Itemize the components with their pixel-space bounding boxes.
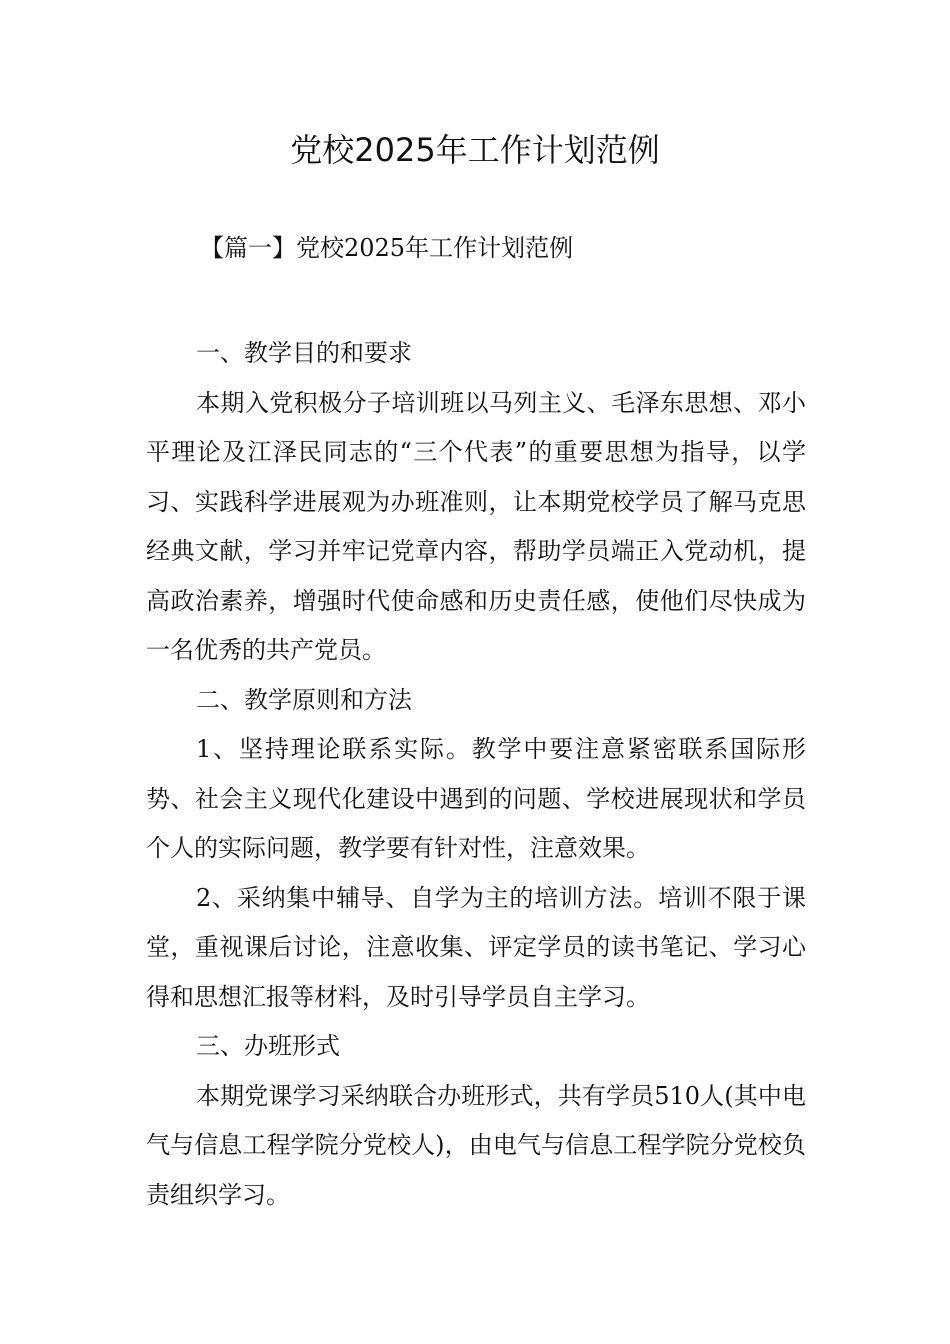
document-title: 党校2025年工作计划范例 bbox=[290, 131, 660, 169]
paragraph-teaching-purpose: 本期入党积极分子培训班以马列主义、毛泽东思想、邓小平理论及江泽民同志的“三个代表”的重要思想为指导，以学习、实践科学进展观为办班准则，让本期党校学员了解马克思经典文献，学习并牢记党章内容，帮助学员端正入党动机，提高政治素养，增强时代使命感和历史责任感，使他们尽快成为一名优秀的共产党员。 bbox=[146, 388, 806, 664]
paragraph-class-format: 本期党课学习采纳联合办班形式，共有学员510人(其中电气与信息工程学院分党校人)，由电气与信息工程学院分党校负责组织学习。 bbox=[146, 1081, 806, 1209]
section-heading-3: 三、办班形式 bbox=[196, 1032, 340, 1060]
document-body bbox=[146, 329, 806, 1220]
section-heading-1: 一、教学目的和要求 bbox=[196, 339, 412, 367]
paragraph-principle-1: 1、坚持理论联系实际。教学中要注意紧密联系国际形势、社会主义现代化建设中遇到的问题、学校进展现状和学员个人的实际问题，教学要有针对性，注意效果。 bbox=[146, 735, 806, 862]
section-heading-2: 二、教学原则和方法 bbox=[196, 685, 412, 714]
document-subtitle: 【篇一】党校2025年工作计划范例 bbox=[200, 234, 574, 262]
paragraph-principle-2: 2、采纳集中辅导、自学为主的培训方法。培训不限于课堂，重视课后讨论，注意收集、评定学员的读书笔记、学习心得和思想汇报等材料，及时引导学员自主学习。 bbox=[146, 883, 806, 1011]
